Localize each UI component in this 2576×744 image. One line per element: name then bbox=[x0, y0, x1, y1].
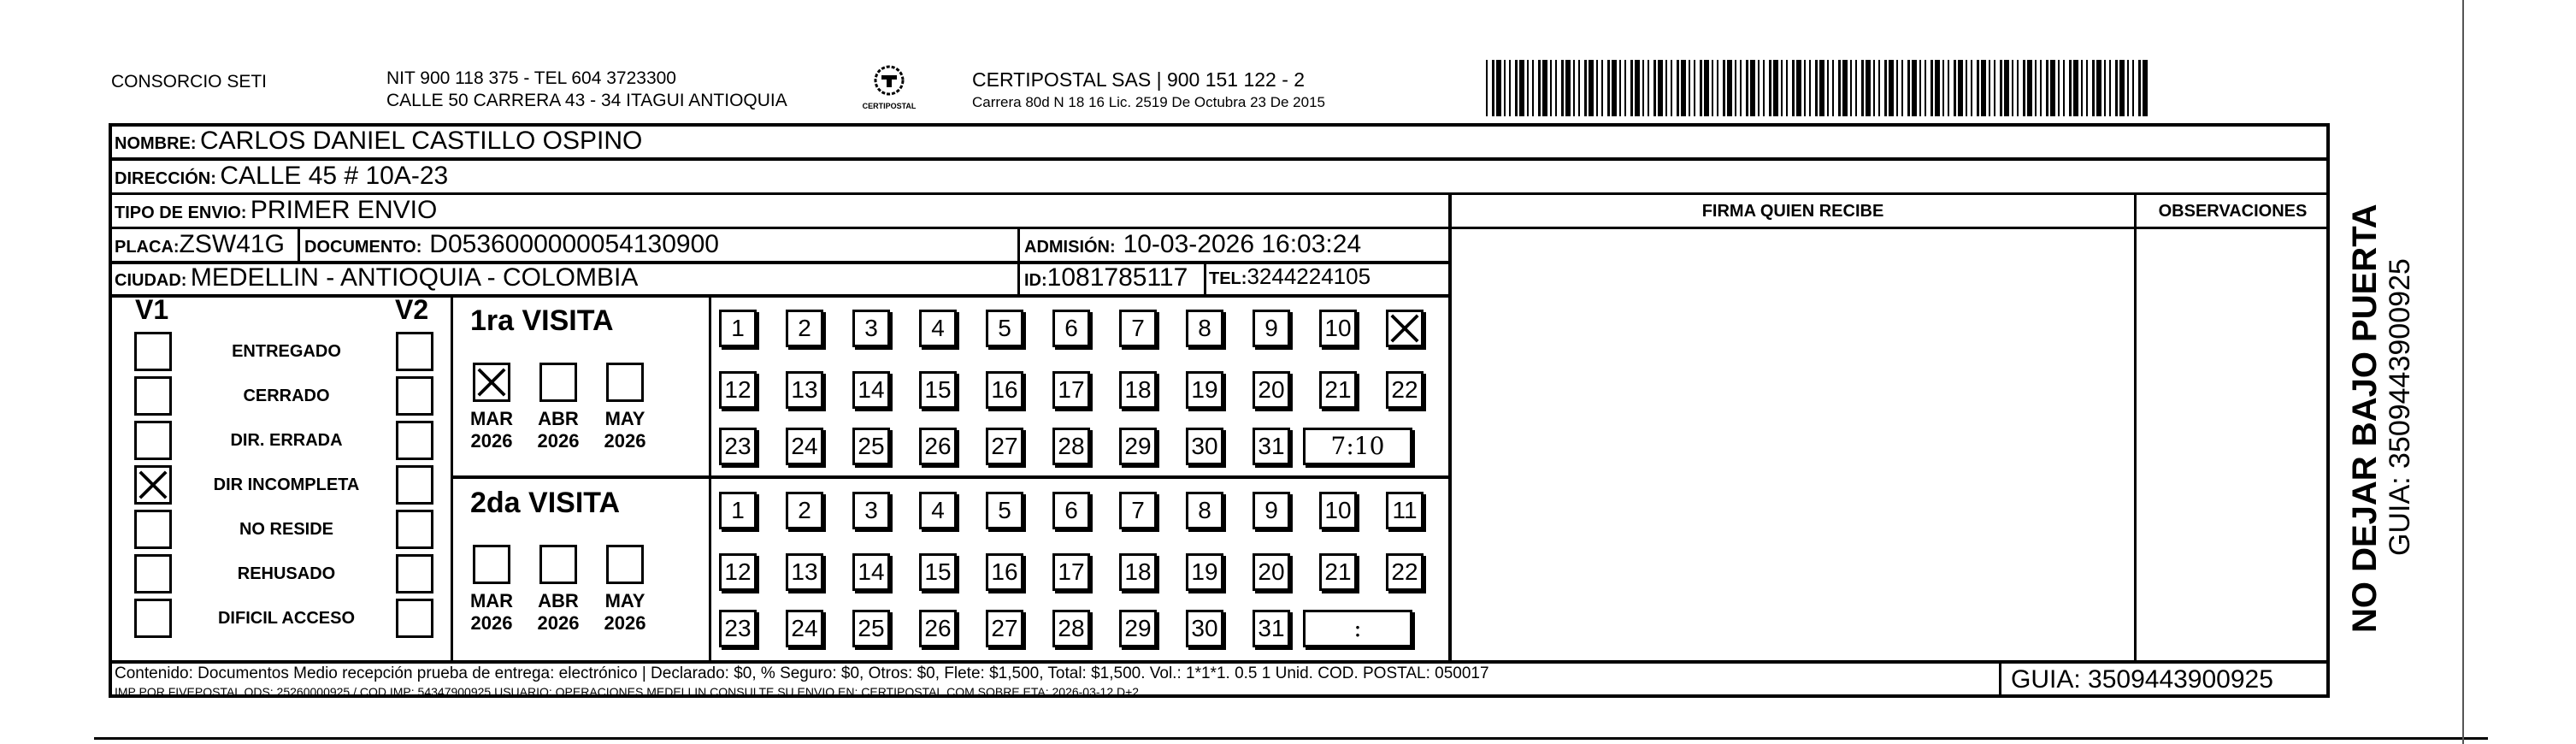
barcode-bar bbox=[1619, 60, 1621, 116]
barcode-bar bbox=[1842, 60, 1848, 116]
barcode-bar bbox=[1850, 60, 1852, 116]
day-box[interactable] bbox=[1386, 310, 1424, 347]
day-box[interactable]: 10 bbox=[1319, 492, 1357, 529]
v2-checkbox[interactable] bbox=[396, 332, 433, 371]
barcode-bar bbox=[1912, 60, 1917, 116]
day-box[interactable]: 16 bbox=[986, 371, 1023, 409]
day-box[interactable]: 13 bbox=[786, 553, 823, 591]
direccion-value: CALLE 45 # 10A-23 bbox=[220, 162, 449, 190]
day-box[interactable]: 1 bbox=[719, 492, 757, 529]
barcode-bar bbox=[1496, 60, 1501, 116]
barcode-bar bbox=[1948, 60, 1949, 116]
month-label: MAY bbox=[604, 590, 645, 611]
barcode-bar bbox=[1901, 60, 1903, 116]
barcode-bar bbox=[1565, 60, 1571, 116]
day-box[interactable]: 2 bbox=[786, 492, 823, 529]
barcode-bar bbox=[2058, 60, 2060, 116]
barcode-bar bbox=[1561, 60, 1564, 116]
barcode-bar bbox=[2073, 60, 2078, 116]
documento-field bbox=[304, 230, 719, 259]
barcode-bar bbox=[1796, 60, 1801, 116]
month-label: ABR bbox=[538, 408, 579, 429]
barcode-bar bbox=[1884, 60, 1887, 116]
barcode-bar bbox=[1519, 60, 1524, 116]
barcode-bar bbox=[1758, 60, 1760, 116]
year-label: 2026 bbox=[470, 612, 513, 634]
day-box[interactable]: 30 bbox=[1186, 610, 1223, 647]
barcode-bar bbox=[1804, 60, 1806, 116]
barcode-bar bbox=[1704, 60, 1709, 116]
v2-checkbox[interactable] bbox=[396, 421, 433, 460]
barcode-bar bbox=[1584, 60, 1587, 116]
barcode-bar bbox=[1971, 60, 1972, 116]
admision-label: ADMISIÓN: bbox=[1024, 238, 1116, 257]
nit-line: NIT 900 118 375 - TEL 604 3723300 bbox=[386, 68, 676, 88]
day-box[interactable]: 27 bbox=[986, 610, 1023, 647]
day-box[interactable]: 22 bbox=[1386, 553, 1424, 591]
status-option-label: CERRADO bbox=[243, 387, 330, 405]
day-box[interactable]: 23 bbox=[719, 610, 757, 647]
day-box[interactable]: 3 bbox=[852, 310, 890, 347]
day-box[interactable]: 26 bbox=[919, 610, 957, 647]
barcode-bar bbox=[1653, 60, 1656, 116]
day-box[interactable]: 6 bbox=[1052, 310, 1090, 347]
status-option-label: DIFICIL ACCESO bbox=[217, 609, 355, 628]
day-box[interactable]: 7 bbox=[1119, 492, 1157, 529]
visit-title: 1ra VISITA bbox=[470, 304, 614, 337]
barcode-bar bbox=[1723, 60, 1725, 116]
day-box[interactable]: 8 bbox=[1186, 492, 1223, 529]
barcode-bar bbox=[1607, 60, 1610, 116]
day-box[interactable]: 12 bbox=[719, 371, 757, 409]
x-mark-icon bbox=[475, 365, 508, 399]
barcode-bar bbox=[1781, 60, 1783, 116]
barcode-bar bbox=[2143, 60, 2148, 116]
barcode-bar bbox=[1689, 60, 1690, 116]
barcode-bar bbox=[1492, 60, 1494, 116]
license-line: Carrera 80d N 18 16 Lic. 2519 De Octubra 23 De 2015 bbox=[972, 94, 1325, 110]
day-box[interactable]: 17 bbox=[1052, 371, 1090, 409]
barcode-bar bbox=[2035, 60, 2037, 116]
day-box[interactable]: 29 bbox=[1119, 428, 1157, 465]
barcode-bar bbox=[1486, 60, 1488, 116]
day-box[interactable]: 24 bbox=[786, 610, 823, 647]
id-field bbox=[1024, 263, 1188, 292]
contenido-line: Contenido: Documentos Medio recepción prueba de entrega: electrónico | Declarado: $0, % Seguro: $0, Otros: $0, Flete: $1,500, Total: $1,500. Vol.: 1*1*1. 0.5 1 Unid. COD. POSTAL: 050017 bbox=[115, 664, 1489, 682]
day-box[interactable]: 15 bbox=[919, 553, 957, 591]
barcode-bar bbox=[1601, 60, 1603, 116]
barcode-bar bbox=[1630, 60, 1633, 116]
documento-label: DOCUMENTO: bbox=[304, 238, 422, 257]
barcode-bar bbox=[1681, 60, 1686, 116]
tipo-label: TIPO DE ENVIO: bbox=[115, 204, 247, 222]
day-box[interactable]: 22 bbox=[1386, 371, 1424, 409]
barcode-bar bbox=[1740, 60, 1742, 116]
barcode-bar bbox=[1596, 60, 1598, 116]
v1-checkbox[interactable] bbox=[134, 421, 172, 460]
year-label: 2026 bbox=[604, 612, 646, 634]
year-label: 2026 bbox=[537, 430, 580, 452]
v2-checkbox[interactable] bbox=[396, 465, 433, 505]
certipostal-line: CERTIPOSTAL SAS | 900 151 122 - 2 bbox=[972, 68, 1306, 91]
logo-icon bbox=[872, 63, 906, 97]
barcode-bar bbox=[1624, 60, 1626, 116]
status-option-label: DIR INCOMPLETA bbox=[213, 475, 360, 494]
status-option-label: ENTREGADO bbox=[232, 342, 341, 361]
barcode-bar bbox=[1700, 60, 1702, 116]
month-checkbox[interactable] bbox=[539, 545, 577, 584]
day-box[interactable]: 25 bbox=[852, 610, 890, 647]
barcode-bar bbox=[1827, 60, 1829, 116]
placa-value: ZSW41G bbox=[179, 230, 285, 258]
barcode-bar bbox=[1866, 60, 1871, 116]
barcode-bar bbox=[2115, 60, 2118, 116]
day-box[interactable]: 28 bbox=[1052, 610, 1090, 647]
barcode-bar bbox=[2127, 60, 2129, 116]
barcode-bar bbox=[1773, 60, 1778, 116]
barcode-bar bbox=[1677, 60, 1679, 116]
barcode-bar bbox=[1727, 60, 1732, 116]
barcode-bar bbox=[1994, 60, 1995, 116]
ciudad-field bbox=[115, 263, 638, 292]
v2-checkbox[interactable] bbox=[396, 510, 433, 549]
barcode-bar bbox=[1538, 60, 1541, 116]
day-box[interactable]: 12 bbox=[719, 553, 757, 591]
day-box[interactable]: 27 bbox=[986, 428, 1023, 465]
day-box[interactable]: 26 bbox=[919, 428, 957, 465]
day-box[interactable]: 28 bbox=[1052, 428, 1090, 465]
day-box[interactable]: 31 bbox=[1253, 428, 1290, 465]
day-box[interactable]: 16 bbox=[986, 553, 1023, 591]
id-value: 1081785117 bbox=[1046, 263, 1188, 292]
barcode-bar bbox=[1981, 60, 1986, 116]
barcode-bar bbox=[1515, 60, 1518, 116]
tel-field bbox=[1209, 263, 1371, 290]
ciudad-label: CIUDAD: bbox=[115, 271, 187, 290]
barcode-bar bbox=[2069, 60, 2072, 116]
year-label: 2026 bbox=[604, 430, 646, 452]
day-box[interactable]: 29 bbox=[1119, 610, 1157, 647]
barcode-bar bbox=[1555, 60, 1557, 116]
day-box[interactable]: 25 bbox=[852, 428, 890, 465]
day-box[interactable]: 8 bbox=[1186, 310, 1223, 347]
barcode-bar bbox=[1671, 60, 1672, 116]
direccion-field bbox=[115, 162, 448, 191]
documento-value: D0536000000054130900 bbox=[429, 230, 719, 258]
imp-line: IMP POR FIVEPOSTAL ODS: 25260000925 / COD.IMP: 54347900925 USUARIO: OPERACIONES MEDELLIN CONSULTE SU ENVIO EN: CERTIPOSTAL.COM SOBRE ETA: 2026-03-12 D+2 bbox=[115, 685, 1140, 699]
day-box[interactable]: 3 bbox=[852, 492, 890, 529]
day-box[interactable]: 5 bbox=[986, 310, 1023, 347]
x-mark-icon bbox=[1388, 312, 1421, 345]
barcode-bar bbox=[1589, 60, 1594, 116]
barcode-bar bbox=[2132, 60, 2134, 116]
day-box[interactable]: 18 bbox=[1119, 553, 1157, 591]
barcode-bar bbox=[2104, 60, 2106, 116]
barcode-bar bbox=[1809, 60, 1811, 116]
day-box[interactable]: 18 bbox=[1119, 371, 1157, 409]
barcode-bar bbox=[1612, 60, 1617, 116]
company-name: CONSORCIO SETI bbox=[111, 72, 268, 92]
barcode-bar bbox=[1648, 60, 1649, 116]
barcode-bar bbox=[1873, 60, 1875, 116]
day-box[interactable]: 23 bbox=[719, 428, 757, 465]
day-box[interactable]: 2 bbox=[786, 310, 823, 347]
day-box[interactable]: 21 bbox=[1319, 371, 1357, 409]
barcode-bar bbox=[1977, 60, 1979, 116]
barcode-bar bbox=[1735, 60, 1736, 116]
day-box[interactable]: 4 bbox=[919, 492, 957, 529]
barcode-bar bbox=[2000, 60, 2002, 116]
ciudad-value: MEDELLIN - ANTIOQUIA - COLOMBIA bbox=[190, 263, 639, 292]
month-checkbox[interactable] bbox=[473, 545, 510, 584]
barcode-bar bbox=[1838, 60, 1841, 116]
day-box[interactable]: 13 bbox=[786, 371, 823, 409]
direccion-label: DIRECCIÓN: bbox=[115, 169, 216, 188]
time-box[interactable]: : bbox=[1303, 610, 1412, 647]
barcode-bar bbox=[1896, 60, 1898, 116]
barcode-bar bbox=[1712, 60, 1713, 116]
v1-checkbox[interactable] bbox=[134, 332, 172, 371]
v1-checkbox[interactable] bbox=[134, 465, 172, 505]
day-box[interactable]: 19 bbox=[1186, 553, 1223, 591]
barcode-bar bbox=[2086, 60, 2088, 116]
month-checkbox[interactable] bbox=[539, 363, 577, 402]
barcode-bar bbox=[2081, 60, 2083, 116]
year-label: 2026 bbox=[537, 612, 580, 634]
barcode-bar bbox=[1935, 60, 1940, 116]
nombre-field bbox=[115, 127, 642, 156]
barcode-bar bbox=[1665, 60, 1667, 116]
month-label: ABR bbox=[538, 590, 579, 611]
barcode bbox=[1486, 60, 2153, 116]
side-guia: GUIA: 3509443900925 bbox=[2384, 258, 2416, 556]
month-checkbox[interactable] bbox=[606, 363, 644, 402]
barcode-bar bbox=[1889, 60, 1894, 116]
day-box[interactable]: 11 bbox=[1386, 492, 1424, 529]
observaciones-label: OBSERVACIONES bbox=[2158, 202, 2308, 221]
signature-area[interactable] bbox=[1453, 231, 2132, 658]
x-mark-icon bbox=[137, 468, 169, 502]
day-box[interactable]: 9 bbox=[1253, 310, 1290, 347]
v2-heading: V2 bbox=[395, 294, 429, 325]
day-box[interactable]: 9 bbox=[1253, 492, 1290, 529]
barcode-bar bbox=[1542, 60, 1547, 116]
nombre-label: NOMBRE: bbox=[115, 134, 197, 153]
barcode-bar bbox=[1532, 60, 1534, 116]
barcode-bar bbox=[1642, 60, 1644, 116]
barcode-bar bbox=[2012, 60, 2013, 116]
barcode-bar bbox=[2027, 60, 2032, 116]
day-box[interactable]: 30 bbox=[1186, 428, 1223, 465]
barcode-bar bbox=[1635, 60, 1640, 116]
barcode-bar bbox=[1966, 60, 1967, 116]
time-box[interactable]: 7:10 bbox=[1303, 428, 1412, 465]
barcode-bar bbox=[1550, 60, 1552, 116]
barcode-bar bbox=[1769, 60, 1771, 116]
certipostal-logo bbox=[859, 63, 919, 115]
month-checkbox[interactable] bbox=[606, 545, 644, 584]
v1-checkbox[interactable] bbox=[134, 376, 172, 416]
barcode-bar bbox=[1717, 60, 1718, 116]
barcode-bar bbox=[2119, 60, 2125, 116]
day-box[interactable]: 15 bbox=[919, 371, 957, 409]
v1-checkbox[interactable] bbox=[134, 599, 172, 638]
day-box[interactable]: 4 bbox=[919, 310, 957, 347]
barcode-bar bbox=[1792, 60, 1795, 116]
day-box[interactable]: 21 bbox=[1319, 553, 1357, 591]
barcode-bar bbox=[2004, 60, 2009, 116]
day-box[interactable]: 14 bbox=[852, 553, 890, 591]
id-label: ID: bbox=[1024, 271, 1047, 290]
barcode-bar bbox=[1942, 60, 1944, 116]
barcode-bar bbox=[1907, 60, 1910, 116]
barcode-bar bbox=[1750, 60, 1755, 116]
visit-title: 2da VISITA bbox=[470, 487, 621, 519]
barcode-bar bbox=[1694, 60, 1695, 116]
barcode-bar bbox=[2017, 60, 2019, 116]
month-checkbox[interactable] bbox=[473, 363, 510, 402]
barcode-bar bbox=[1573, 60, 1575, 116]
admision-value: 10-03-2026 16:03:24 bbox=[1123, 230, 1362, 258]
barcode-bar bbox=[1989, 60, 1990, 116]
v1-heading: V1 bbox=[135, 294, 169, 325]
day-box[interactable]: 1 bbox=[719, 310, 757, 347]
day-box[interactable]: 6 bbox=[1052, 492, 1090, 529]
status-option-label: DIR. ERRADA bbox=[230, 431, 343, 450]
barcode-bar bbox=[2063, 60, 2065, 116]
day-box[interactable]: 24 bbox=[786, 428, 823, 465]
nombre-value: CARLOS DANIEL CASTILLO OSPINO bbox=[200, 127, 643, 155]
status-option-label: NO RESIDE bbox=[239, 520, 334, 539]
v2-checkbox[interactable] bbox=[396, 376, 433, 416]
barcode-bar bbox=[2050, 60, 2055, 116]
no-dejar-warning: NO DEJAR BAJO PUERTA bbox=[2346, 204, 2384, 633]
barcode-bar bbox=[1504, 60, 1506, 116]
v1-checkbox[interactable] bbox=[134, 554, 172, 593]
status-option-label: REHUSADO bbox=[237, 564, 336, 583]
day-box[interactable]: 31 bbox=[1253, 610, 1290, 647]
barcode-bar bbox=[1861, 60, 1864, 116]
address-line: CALLE 50 CARRERA 43 - 34 ITAGUI ANTIOQUIA bbox=[386, 91, 787, 110]
barcode-bar bbox=[1878, 60, 1880, 116]
barcode-bar bbox=[1954, 60, 1956, 116]
tipo-field bbox=[115, 196, 437, 225]
placa-label: PLACA: bbox=[115, 238, 180, 257]
barcode-bar bbox=[1925, 60, 1926, 116]
day-box[interactable]: 17 bbox=[1052, 553, 1090, 591]
tel-value: 3244224105 bbox=[1247, 263, 1371, 289]
barcode-bar bbox=[1819, 60, 1824, 116]
day-box[interactable]: 7 bbox=[1119, 310, 1157, 347]
observaciones-area[interactable] bbox=[2138, 231, 2328, 658]
barcode-bar bbox=[1786, 60, 1788, 116]
tipo-value: PRIMER ENVIO bbox=[250, 196, 438, 224]
footer-guia: GUIA: 3509443900925 bbox=[2011, 665, 2273, 694]
day-box[interactable]: 20 bbox=[1253, 371, 1290, 409]
barcode-bar bbox=[1855, 60, 1857, 116]
logo-text: CERTIPOSTAL bbox=[862, 102, 917, 110]
day-box[interactable]: 19 bbox=[1186, 371, 1223, 409]
barcode-bar bbox=[1958, 60, 1963, 116]
barcode-bar bbox=[2096, 60, 2101, 116]
admision-field bbox=[1024, 230, 1361, 259]
barcode-bar bbox=[1658, 60, 1663, 116]
day-box[interactable]: 20 bbox=[1253, 553, 1290, 591]
barcode-bar bbox=[1578, 60, 1580, 116]
barcode-bar bbox=[2046, 60, 2048, 116]
v1-checkbox[interactable] bbox=[134, 510, 172, 549]
month-label: MAR bbox=[469, 408, 514, 429]
placa-field bbox=[115, 230, 285, 259]
barcode-bar bbox=[1919, 60, 1921, 116]
barcode-bar bbox=[2138, 60, 2141, 116]
month-label: MAR bbox=[469, 590, 514, 611]
tel-label: TEL: bbox=[1209, 269, 1247, 288]
barcode-bar bbox=[2040, 60, 2042, 116]
firma-label: FIRMA QUIEN RECIBE bbox=[1701, 202, 1884, 221]
day-box[interactable]: 10 bbox=[1319, 310, 1357, 347]
barcode-bar bbox=[1832, 60, 1834, 116]
barcode-bar bbox=[2109, 60, 2111, 116]
barcode-bar bbox=[1815, 60, 1818, 116]
barcode-bar bbox=[1931, 60, 1933, 116]
barcode-bar bbox=[1509, 60, 1511, 116]
day-box[interactable]: 14 bbox=[852, 371, 890, 409]
month-label: MAY bbox=[604, 408, 645, 429]
barcode-bar bbox=[1763, 60, 1765, 116]
barcode-bar bbox=[2092, 60, 2095, 116]
barcode-bar bbox=[2023, 60, 2025, 116]
v2-checkbox[interactable] bbox=[396, 554, 433, 593]
year-label: 2026 bbox=[470, 430, 513, 452]
barcode-bar bbox=[1746, 60, 1748, 116]
v2-checkbox[interactable] bbox=[396, 599, 433, 638]
day-box[interactable]: 5 bbox=[986, 492, 1023, 529]
barcode-bar bbox=[1527, 60, 1529, 116]
